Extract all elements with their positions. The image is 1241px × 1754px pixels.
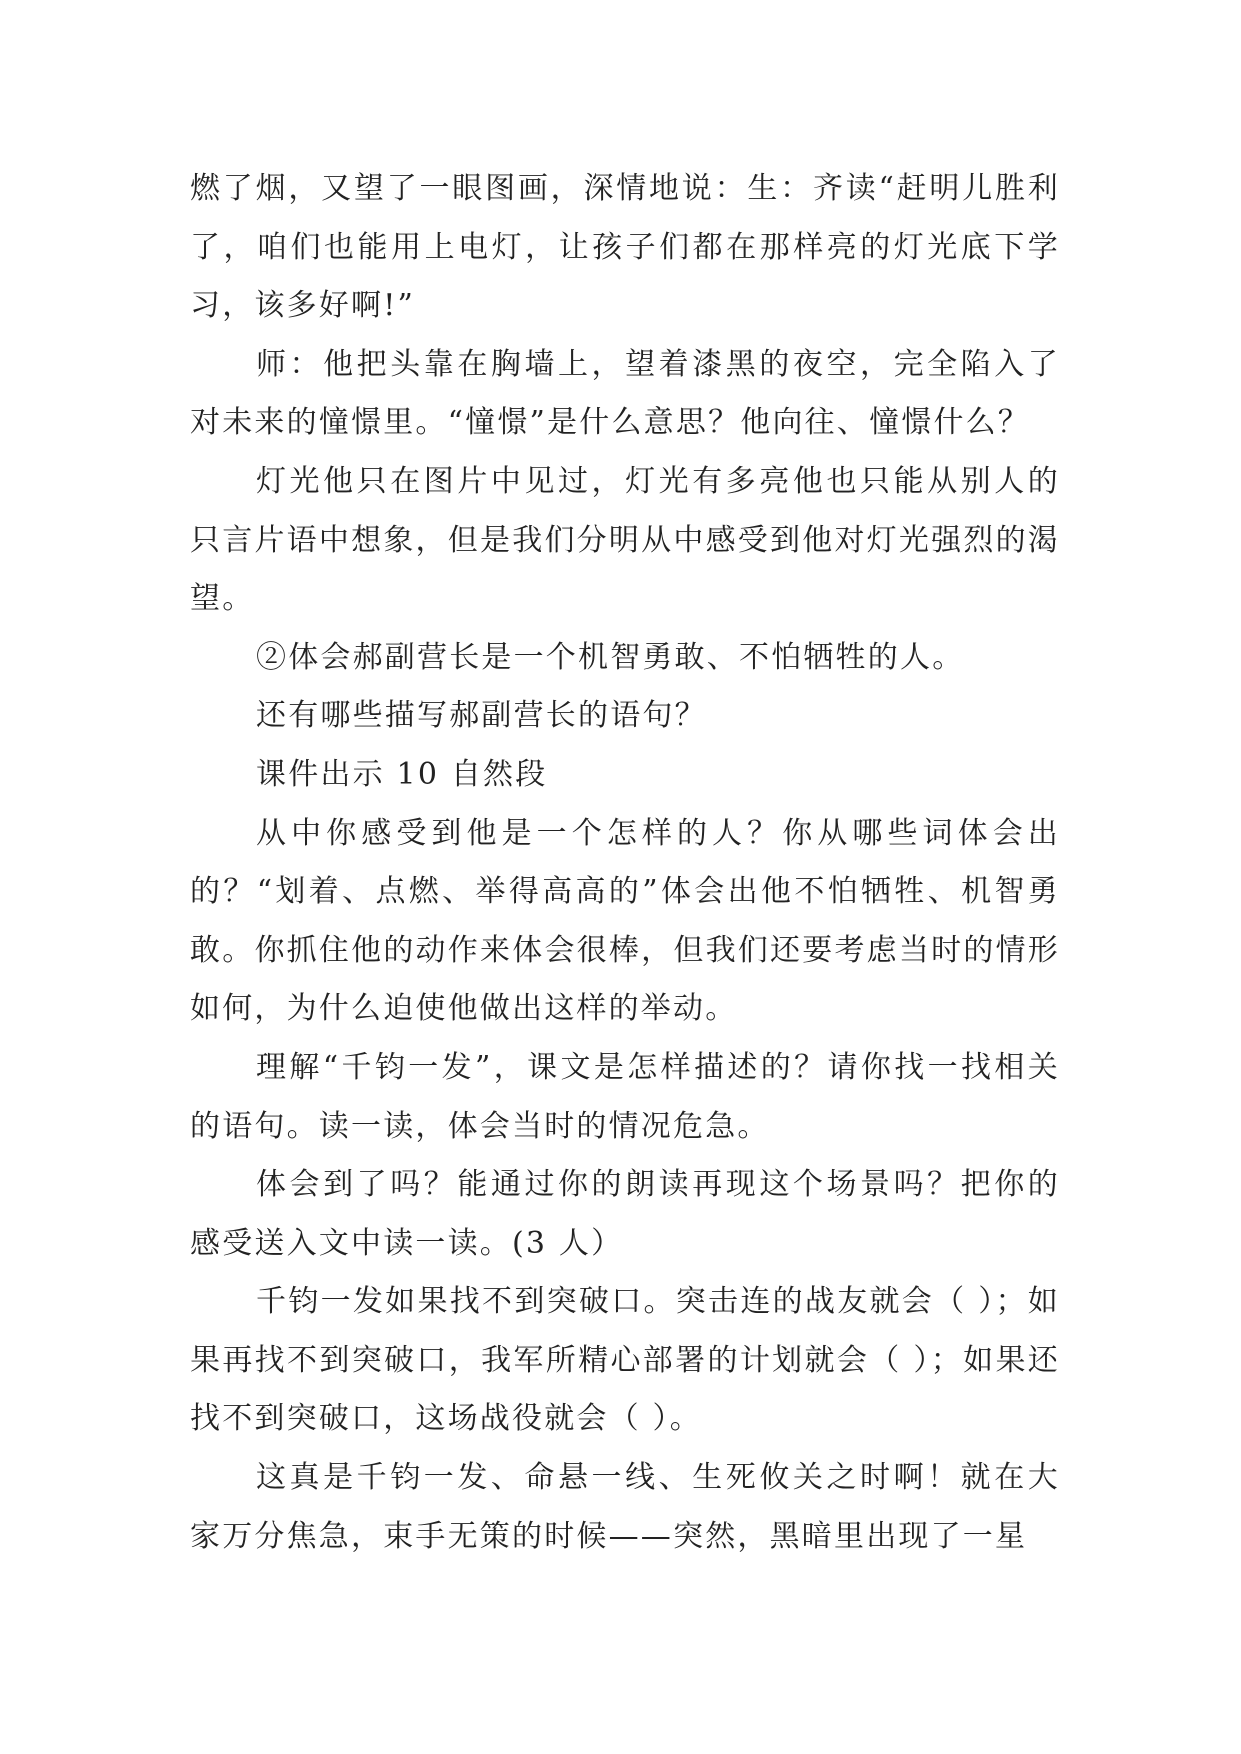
paragraph-critical-moment: 这真是千钧一发、命悬一线、生死攸关之时啊！就在大家万分焦急，束手无策的时候——突然，黑暗里出现了一星 <box>190 1460 1060 1554</box>
body-text <box>190 160 1060 1566</box>
paragraph-section-heading: ②体会郝副营长是一个机智勇敢、不怕牺牲的人。 <box>256 639 965 675</box>
paragraph-continued: 燃了烟，又望了一眼图画，深情地说：生：齐读“赶明儿胜利了，咱们也能用上电灯，让孩子们都在那样亮的灯光底下学习，该多好啊!” <box>190 171 1060 324</box>
paragraph-lamp-desire: 灯光他只在图片中见过，灯光有多亮他也只能从别人的只言片语中想象，但是我们分明从中感受到他对灯光强烈的渴望。 <box>190 463 1060 617</box>
paragraph-question: 还有哪些描写郝副营长的语句？ <box>256 698 707 734</box>
paragraph-reading: 体会到了吗？能通过你的朗读再现这个场景吗？把你的感受送入文中读一读。(3 人） <box>190 1167 1060 1261</box>
paragraph-character-analysis: 从中你感受到他是一个怎样的人？你从哪些词体会出的？“划着、点燃、举得高高的”体会出他不怕牺牲、机智勇敢。你抓住他的动作来体会很棒，但我们还要考虑当时的情形如何，为什么迫使他做出这样的举动。 <box>190 815 1060 1027</box>
paragraph-teacher-longing: 师：他把头靠在胸墙上，望着漆黑的夜空，完全陷入了对未来的憧憬里。“憧憬”是什么意思？他向往、憧憬什么？ <box>190 346 1060 441</box>
paragraph-understanding: 理解“千钧一发”，课文是怎样描述的？请你找一找相关的语句。读一读，体会当时的情况危急。 <box>190 1049 1060 1144</box>
paragraph-fill-in: 千钧一发如果找不到突破口。突击连的战友就会（ ）；如果再找不到突破口，我军所精心部署的计划就会（ ）；如果还找不到突破口，这场战役就会（ ）。 <box>190 1284 1060 1437</box>
paragraph-courseware: 课件出示 10 自然段 <box>256 756 548 792</box>
